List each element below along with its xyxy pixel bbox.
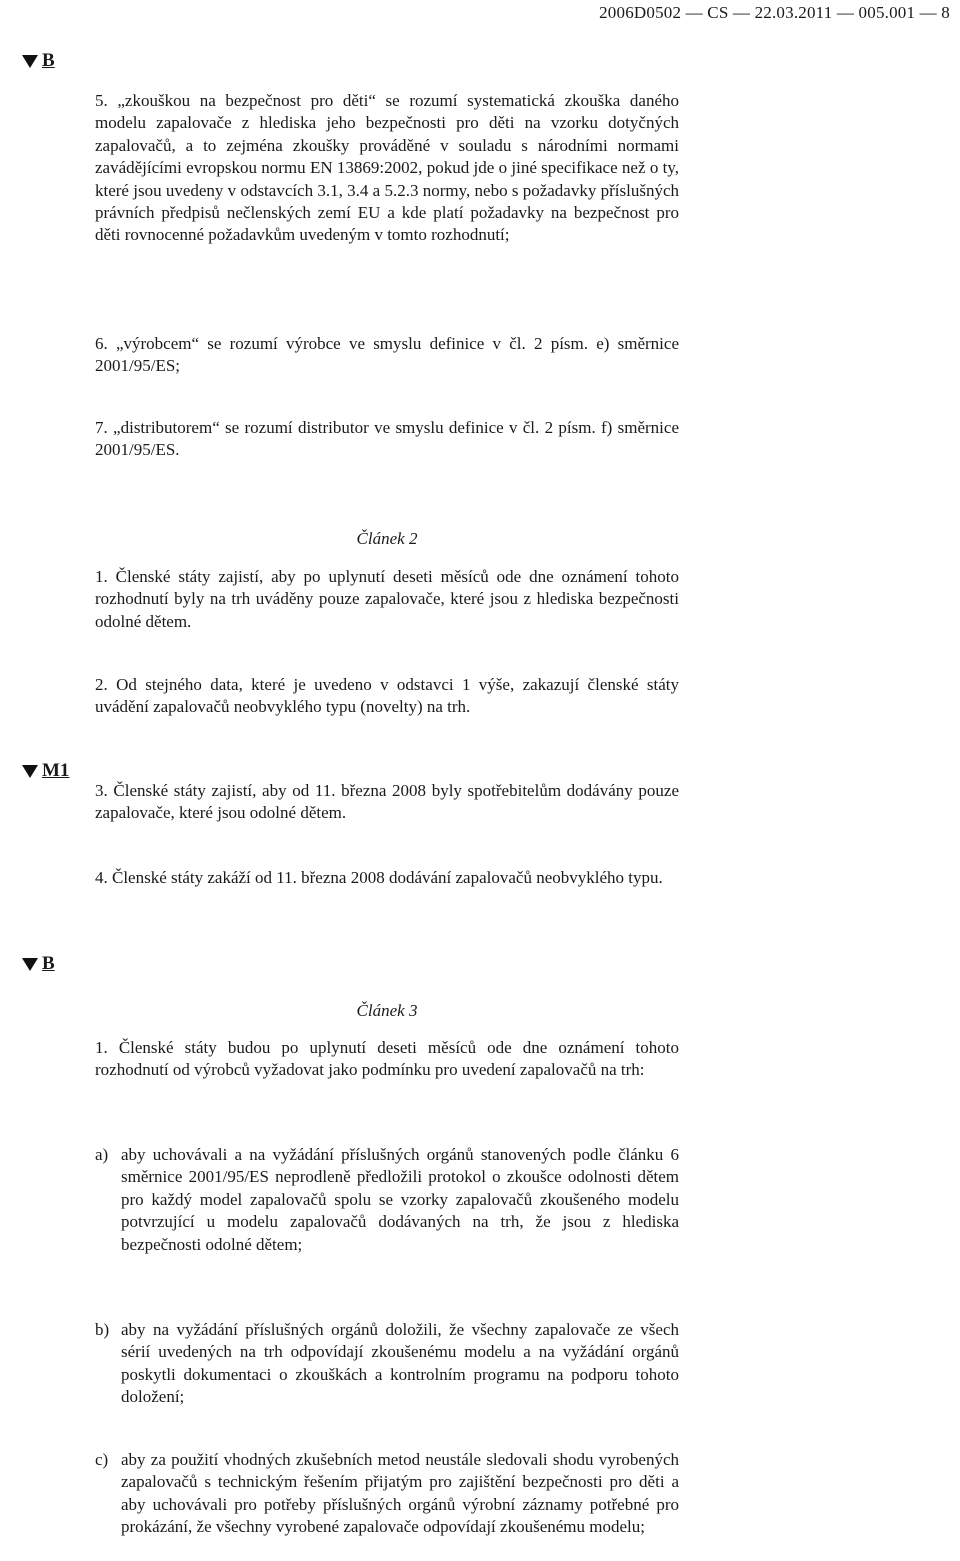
list-item <box>95 1449 679 1539</box>
triangle-down-icon <box>22 55 38 68</box>
list-item <box>95 1144 679 1256</box>
list-item <box>95 1319 679 1409</box>
definition-5: 5. „zkouškou na bezpečnost pro děti“ se rozumí systematická zkouška daného modelu zapalovače z hlediska jeho bezpečnosti pro děti na vzorku dotyčných zapalovačů, a to zejména zkoušky prováděné v souladu s národními normami zavádějícími evropskou normu EN 13869:2002, pokud jde o jiné specifikace než o ty, které jsou uvedeny v odstavcích 3.1, 3.4 a 5.2.3 normy, nebo s požadavky příslušných právních předpisů nečlenských zemí EU a kde platí požadavky na bezpečnost pro děti rovnocenné požadavkům uvedeným v tomto rozhodnutí; <box>95 91 679 245</box>
triangle-down-icon <box>22 765 38 778</box>
marker-label: M1 <box>42 760 70 781</box>
list-item-text: aby za použití vhodných zkušebních metod neustále sledovali shodu vyrobených zapalovačů s technickým řešením přijatým pro zajištění bezpečnosti pro děti a aby uchovávali pro potřeby příslušných orgánů výrobní záznamy potřebné pro prokázání, že všechny vyrobené zapalovače odpovídají zkoušenému modelu; <box>121 1450 679 1537</box>
article-2-paragraph-1: 1. Členské státy zajistí, aby po uplynutí deseti měsíců ode dne oznámení tohoto rozhodnutí byly na trh uváděny pouze zapalovače, které jsou z hlediska bezpečnosti odolné dětem. <box>95 567 679 631</box>
definition-6: 6. „výrobcem“ se rozumí výrobce ve smyslu definice v čl. 2 písm. e) směrnice 2001/95/ES; <box>95 334 679 376</box>
amendment-marker-b <box>22 50 55 72</box>
list-letter: b) <box>95 1320 110 1339</box>
article-3-paragraph-1: 1. Členské státy budou po uplynutí deseti měsíců ode dne oznámení tohoto rozhodnutí od výrobců vyžadovat jako podmínku pro uvedení zapalovačů na trh: <box>95 1038 679 1080</box>
marker-label: B <box>42 50 55 71</box>
definition-7: 7. „distributorem“ se rozumí distributor ve smyslu definice v čl. 2 písm. f) směrnice 2001/95/ES. <box>95 418 679 460</box>
amendment-marker-b <box>22 953 55 975</box>
list-letter: c) <box>95 1450 109 1469</box>
marker-label: B <box>42 953 55 974</box>
amendment-marker-m1 <box>22 760 69 782</box>
list-item-text: aby uchovávali a na vyžádání příslušných orgánů stanovených podle článku 6 směrnice 2001/95/ES neprodleně předložili protokol o zkoušce odolnosti dětem pro každý model zapalovačů spolu se vzorky zapalovačů zkoušeného modelu potvrzující u modelu zapalovačů dodávaných na trh, že jsou z hlediska bezpečnosti odolné dětem; <box>121 1145 679 1254</box>
page-header: 2006D0502 — CS — 22.03.2011 — 005.001 — 8 <box>599 3 950 22</box>
article-2-title: Článek 2 <box>356 529 418 548</box>
triangle-down-icon <box>22 958 38 971</box>
list-item-text: aby na vyžádání příslušných orgánů doložili, že všechny zapalovače ze všech sérií uvedených na trh odpovídají zkoušenému modelu a na vyžádání orgánů poskytli dokumentaci o zkouškách a kontrolním programu na podporu tohoto doložení; <box>121 1320 679 1407</box>
article-2-paragraph-2: 2. Od stejného data, které je uvedeno v odstavci 1 výše, zakazují členské státy uvádění zapalovačů neobvyklého typu (novelty) na trh. <box>95 675 679 717</box>
list-letter: a) <box>95 1145 109 1164</box>
article-2-paragraph-4: 4. Členské státy zakáží od 11. března 2008 dodávání zapalovačů neobvyklého typu. <box>95 868 663 887</box>
article-2-paragraph-3: 3. Členské státy zajistí, aby od 11. března 2008 byly spotřebitelům dodávány pouze zapalovače, které jsou odolné dětem. <box>95 781 679 823</box>
article-3-title: Článek 3 <box>356 1001 418 1020</box>
